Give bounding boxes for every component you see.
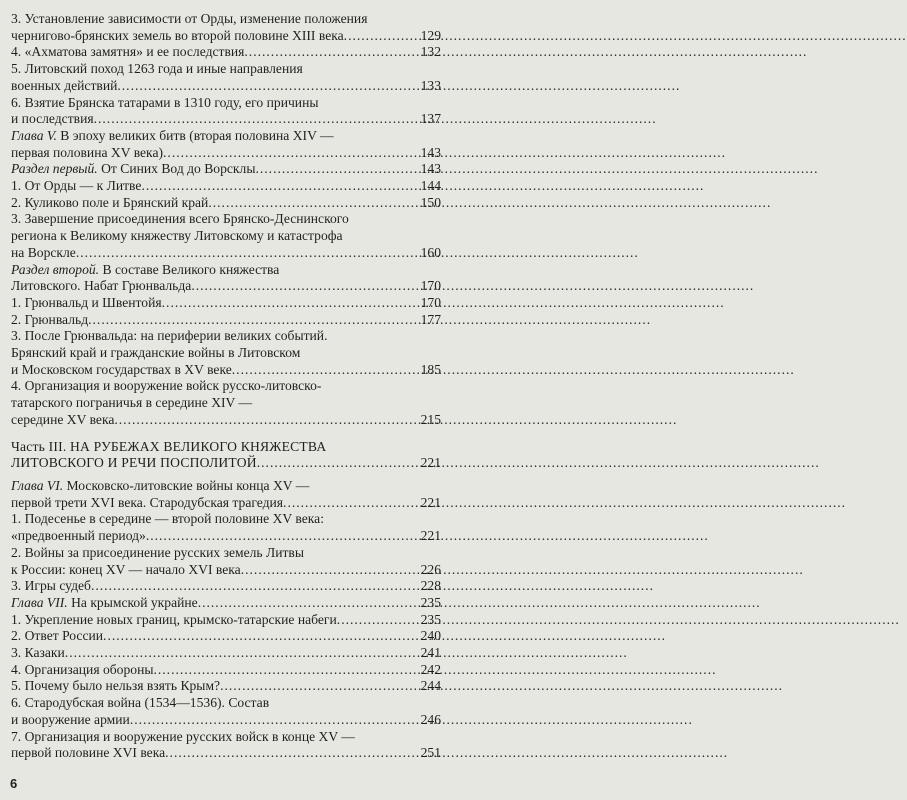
dot-leader [283,495,421,512]
dot-leader [94,111,421,128]
page-number: 244 [420,678,441,694]
toc-entry-line: середине XV века [11,411,115,427]
dot-leader [244,44,420,61]
dot-leader [141,178,420,195]
toc-entry-line: 1. От Орды — к Литве [11,178,142,194]
dot-leader [191,278,420,295]
toc-entry-line [11,595,198,612]
section-heading [11,262,441,295]
dot-leader [208,195,420,212]
section-heading [11,161,441,178]
dot-leader [91,578,421,595]
toc-entry [11,612,441,629]
dot-leader [163,145,421,162]
toc-entry-line: 1. Укрепление новых границ, крымско-татарские набеги [11,611,337,627]
page-number: 160 [420,244,441,260]
dot-leader [130,712,421,729]
page-number: 132 [420,44,441,60]
page-number: 137 [420,111,441,127]
page-number: 221 [420,494,441,510]
toc-entry-line: 7. Организация и вооружение русских войск в конце XV — [11,728,355,744]
page-number: 246 [420,711,441,727]
chapter-title: Московско-литовские войны конца XV — [63,477,310,493]
toc-entry [11,95,441,128]
chapter-label: Глава V. [11,127,57,143]
dot-leader [257,455,421,472]
page-number: 177 [420,311,441,327]
toc-entry-line: военных действий [11,77,118,93]
toc-entry [11,178,441,195]
dot-leader [114,412,420,429]
page-number: 150 [420,194,441,210]
toc-entry-line: 6. Стародубская война (1534—1536). Состав [11,695,270,711]
toc-entry-line: 4. Организация обороны [11,661,154,677]
toc-entry-line: черниговo-брянских земель во второй половине XIII века [11,27,344,43]
section-title: В составе Великого княжества [99,261,280,277]
page-number: 185 [420,361,441,377]
dot-leader [153,662,420,679]
dot-leader [344,28,421,45]
toc-entry [11,211,441,261]
toc-entry-line: 3. Установление зависимости от Орды, изменение положения [11,11,368,26]
toc-entry-line: и вооружение армии [11,711,130,727]
chapter-title: На крымской украйне [67,594,198,610]
dot-leader [241,562,421,579]
toc-entry-line: региона к Великому княжеству Литовскому и катастрофа [11,228,343,244]
toc-entry-line: 2. Войны за присоединение русских земель Литвы [11,544,304,560]
page-number: 221 [420,455,441,471]
page-number: 241 [420,645,441,661]
part-title-line: ЛИТОВСКОГО И РЕЧИ ПОСПОЛИТОЙ [11,455,257,471]
toc-entry-line: первой трети XVI века. Стародубская трагедия [11,494,284,510]
toc-entry-line [11,128,441,145]
toc-entry-line: 2. Ответ России [11,628,104,644]
toc-entry-line: 3. Игры судеб [11,578,91,594]
toc-entry [11,11,441,44]
toc-entry-line: 5. Почему было нельзя взять Крым? [11,678,221,694]
page-number: 221 [420,528,441,544]
toc-entry-line: к России: конец XV — начало XVI века [11,561,241,577]
page-number: 143 [420,161,441,177]
dot-leader [165,745,420,762]
toc-entry-line: первая половина XV века) [11,144,164,160]
toc-entry-line: 3. Казаки [11,645,65,661]
page-number: 129 [420,27,441,43]
section-label: Раздел первый. [11,161,98,177]
dot-leader [103,628,421,645]
toc-entry-line: 2. Грюнвальд [11,311,89,327]
toc-entry-line: 3. Завершение присоединения всего Брянско-Деснинского [11,211,349,227]
toc-entry-line [11,478,441,495]
page-number: 215 [420,411,441,427]
page-number: 170 [420,278,441,294]
toc-entry-line [11,262,441,279]
toc-entry [11,511,441,544]
toc-entry-line: татарского пограничья в середине XIV — [11,395,253,411]
toc-entry [11,628,441,645]
dot-leader [255,161,420,178]
dot-leader [146,528,421,545]
page-number: 242 [420,661,441,677]
toc-entry [11,662,441,679]
page-number: 240 [420,628,441,644]
toc-entry [11,44,441,61]
chapter-heading [11,595,441,612]
toc-entry-line [11,161,255,178]
chapter-heading [11,478,441,511]
toc-entry [11,295,441,312]
page-number: 144 [420,178,441,194]
toc-entry [11,678,441,695]
toc-entry-line: на Ворскле [11,244,76,260]
dot-leader [337,612,421,629]
toc-entry-line: 5. Литовский поход 1263 года и иные направления [11,61,303,77]
chapter-title: В эпоху великих битв (вторая половина XIV — [56,127,334,143]
chapter-heading [11,128,441,161]
toc-entry-line: Брянский край и гражданские войны в Литовском [11,345,301,361]
toc-entry [11,729,441,762]
toc-entry [11,312,441,329]
toc-entry [11,61,441,94]
toc-entry-line: 4. Организация и вооружение войск русско-литовско- [11,378,322,394]
page-number: 228 [420,578,441,594]
section-title: От Синих Вод до Ворсклы [97,161,256,177]
toc-entry-line: и Московском государствах в XV веке [11,361,232,377]
toc-entry-line: 1. Подесенье в середине — второй половине XV века: [11,511,324,527]
dot-leader [117,78,420,95]
page-number: 235 [420,594,441,610]
spacer [11,429,441,439]
page-number: 133 [420,77,441,93]
dot-leader [162,295,421,312]
toc-entry [11,695,441,728]
dot-leader [198,595,421,612]
toc-entry-line: 3. После Грюнвальда: на периферии великих событий. [11,328,328,344]
toc-entry-line: 4. «Ахматова замятня» и ее последствия [11,44,245,60]
part-title-line: Часть III. НА РУБЕЖАХ ВЕЛИКОГО КНЯЖЕСТВА [11,438,327,454]
page-number: 170 [420,294,441,310]
dot-leader [232,362,421,379]
chapter-label: Глава VII. [11,594,68,610]
toc-entry-line: Литовского. Набат Грюнвальда [11,278,192,294]
table-of-contents [11,11,441,762]
toc-entry [11,195,441,212]
chapter-label: Глава VI. [11,477,64,493]
toc-entry [11,645,441,662]
toc-entry-line: 2. Куликово поле и Брянский край [11,194,209,210]
page-number: 251 [420,745,441,761]
page-number: 235 [420,611,441,627]
part-heading [11,439,441,472]
toc-entry-line: первой половине XVI века [11,745,166,761]
toc-entry-line: 1. Грюнвальд и Швентойя [11,294,162,310]
page-number: 226 [420,561,441,577]
page-folio-number: 6 [10,776,18,791]
toc-entry-line: и последствия [11,111,94,127]
toc-entry [11,328,441,378]
dot-leader [220,678,421,695]
dot-leader [76,245,421,262]
toc-entry [11,578,441,595]
toc-entry [11,378,441,428]
page-number: 143 [420,144,441,160]
toc-entry-line: «предвоенный период» [11,528,146,544]
dot-leader [88,312,420,329]
dot-leader [65,645,421,662]
toc-entry [11,545,441,578]
section-label: Раздел второй. [11,261,100,277]
toc-entry-line: 6. Взятие Брянска татарами в 1310 году, его причины [11,94,319,110]
